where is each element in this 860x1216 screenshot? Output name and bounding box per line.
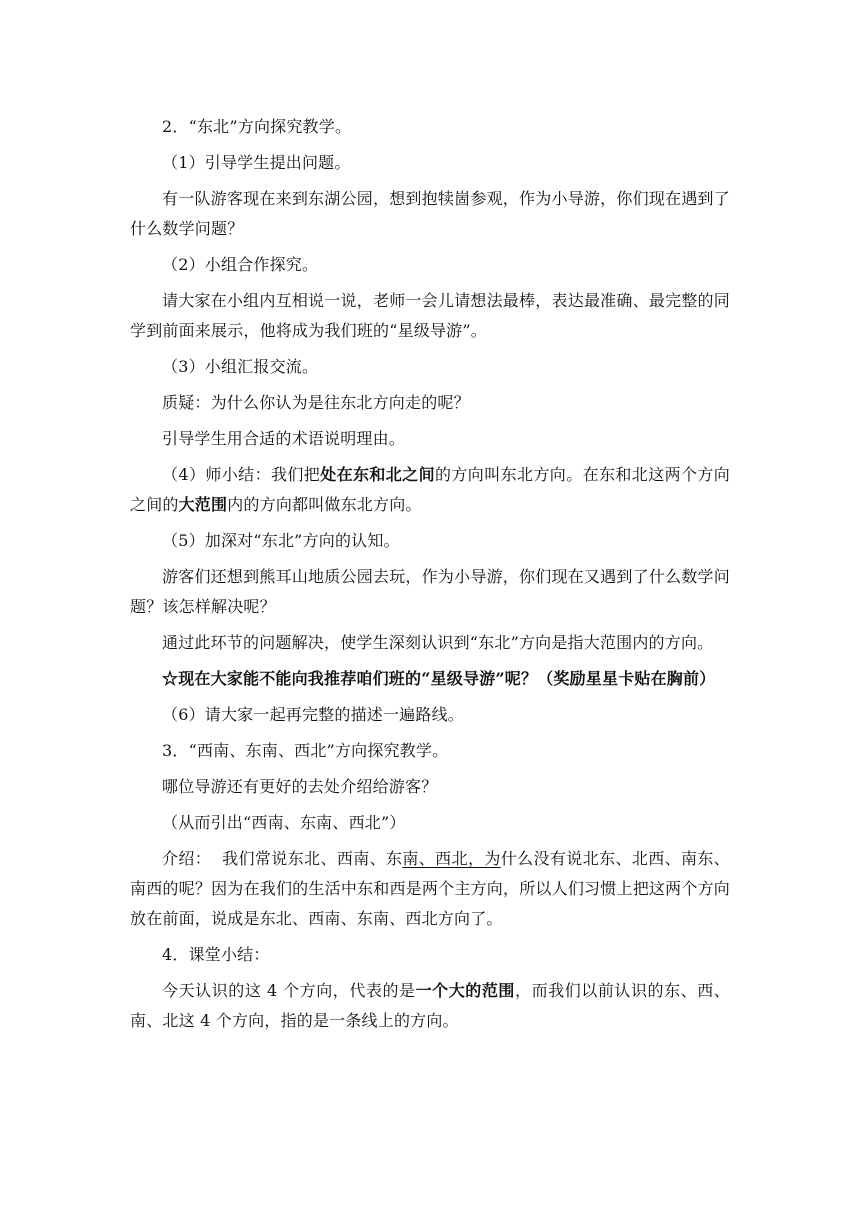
step-6-heading: （6）请大家一起再完整的描述一遍路线。 bbox=[162, 705, 464, 724]
paragraph-question-why: 质疑：为什么你认为是往东北方向走的呢？ bbox=[162, 393, 470, 412]
paragraph-xiong-er-shan: 游客们还想到熊耳山地质公园去玩，作为小导游，你们现在又遇到了什么数学问题？该怎样解决呢？ bbox=[130, 567, 730, 616]
step-1-heading: （1）引导学生提出问题。 bbox=[162, 153, 351, 172]
paragraph-lead-out: （从而引出“西南、东南、西北”） bbox=[162, 813, 406, 832]
underlined-text: 南、西北，为 bbox=[402, 849, 501, 868]
emphasis-big-range: 一个大的范围 bbox=[415, 981, 516, 1000]
paragraph-problem-solving: 通过此环节的问题解决，使学生深刻认识到“东北”方向是指大范围内的方向。 bbox=[162, 633, 714, 652]
step-5-heading: （5）加深对“东北”方向的认知。 bbox=[162, 531, 400, 550]
section-heading-summary: 4．课堂小结： bbox=[162, 945, 270, 964]
paragraph-guide-terms: 引导学生用合适的术语说明理由。 bbox=[162, 429, 406, 448]
paragraph-star-guide: ☆现在大家能不能向我推荐咱们班的“星级导游”呢？（奖励星星卡贴在胸前） bbox=[162, 669, 716, 688]
document-body bbox=[130, 112, 730, 1036]
paragraph-introduction: 介绍： 我们常说东北、西南、东南、西北，为什么没有说北东、北西、南东、南西的呢？因为在我们的生活中东和西是两个主方向，所以人们习惯上把这两个方向放在前面，说成是东北、西南、东南、西北方向了。 bbox=[130, 849, 730, 928]
emphasis-large-range: 大范围 bbox=[178, 495, 228, 514]
step-2-heading: （2）小组合作探究。 bbox=[162, 255, 319, 274]
paragraph-teacher-summary: （4）师小结：我们把处在东和北之间的方向叫东北方向。在东和北这两个方向之间的大范围内的方向都叫做东北方向。 bbox=[130, 465, 730, 514]
section-heading-northeast: 2．“东北”方向探究教学。 bbox=[162, 117, 352, 136]
emphasis-between-east-north: 处在东和北之间 bbox=[320, 465, 435, 484]
paragraph-group-discussion: 请大家在小组内互相说一说，老师一会儿请想法最棒，表达最准确、最完整的同学到前面来展示，他将成为我们班的“星级导游”。 bbox=[130, 291, 730, 340]
paragraph-tourist-question: 有一队游客现在来到东湖公园，想到抱犊崮参观，作为小导游，你们现在遇到了什么数学问题？ bbox=[130, 189, 730, 238]
section-heading-other-directions: 3．“西南、东南、西北”方向探究教学。 bbox=[162, 741, 449, 760]
step-3-heading: （3）小组汇报交流。 bbox=[162, 357, 319, 376]
paragraph-better-place: 哪位导游还有更好的去处介绍给游客？ bbox=[162, 777, 438, 796]
paragraph-summary: 今天认识的这 4 个方向，代表的是一个大的范围，而我们以前认识的东、西、南、北这 4 个方向，指的是一条线上的方向。 bbox=[130, 981, 731, 1030]
